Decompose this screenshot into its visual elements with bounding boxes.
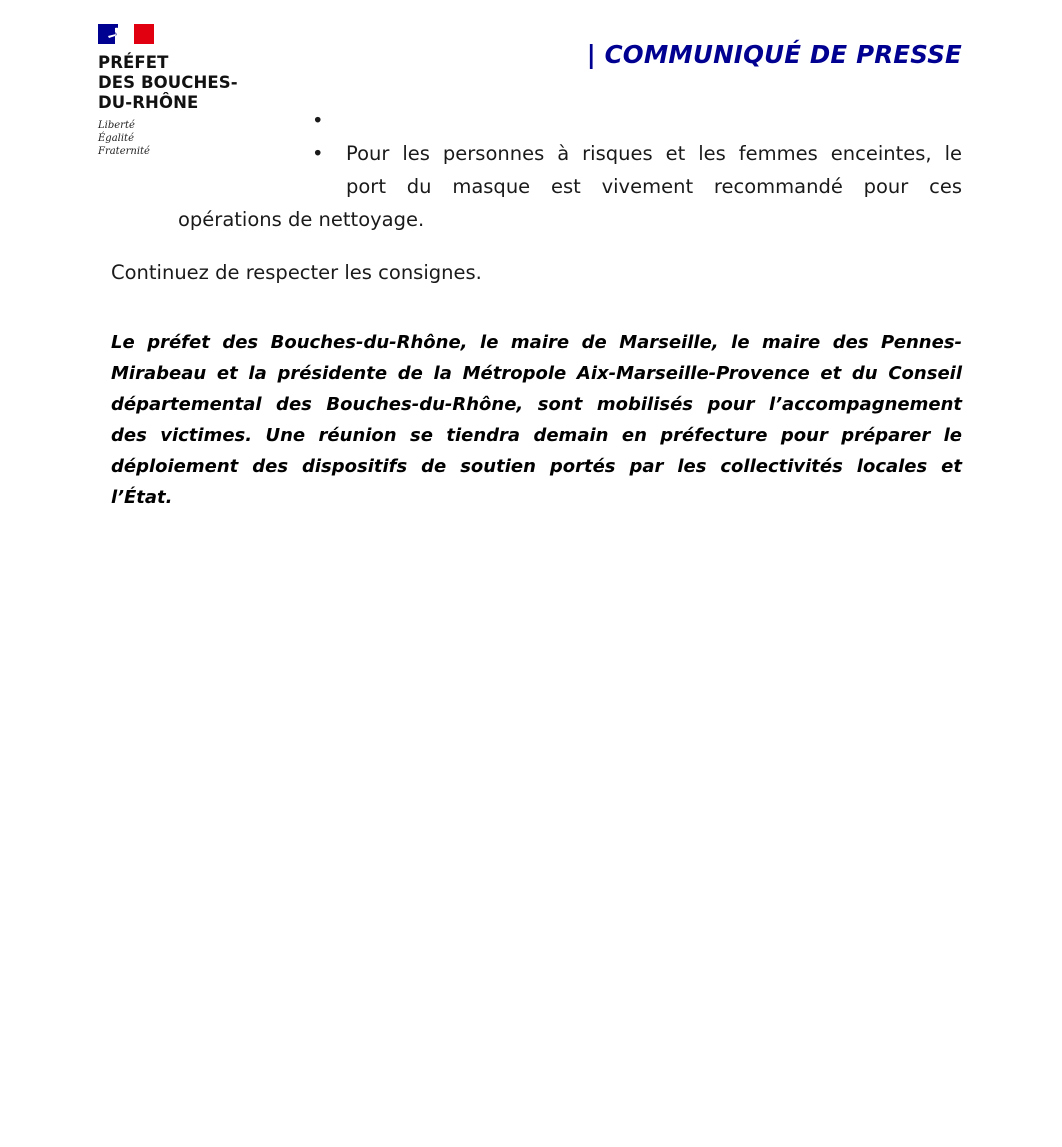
list-item	[310, 104, 962, 137]
prefecture-name	[98, 53, 298, 113]
bullet-list	[310, 104, 962, 203]
prefecture-name-line: DU-RHÔNE	[98, 93, 199, 112]
statement-line: déploiement des dispositifs de soutien portés par les collectivités locales et	[111, 456, 962, 477]
prefecture-name-line: DES BOUCHES-	[98, 73, 238, 92]
bullet-icon: •	[312, 142, 324, 165]
bullet-icon: •	[312, 109, 324, 132]
page-title: | COMMUNIQUÉ DE PRESSE	[586, 40, 962, 69]
official-statement	[111, 327, 962, 513]
motto-line: Fraternité	[98, 146, 150, 157]
motto-line: Égalité	[98, 133, 134, 144]
statement-line: Mirabeau et la présidente de la Métropole Aix-Marseille-Provence et du Conseil	[111, 363, 962, 384]
statement-line: Le préfet des Bouches-du-Rhône, le maire de Marseille, le maire des Pennes-	[111, 332, 962, 353]
statement-line: des victimes. Une réunion se tiendra demain en préfecture pour préparer le	[111, 425, 962, 446]
advice-paragraph: Continuez de respecter les consignes.	[111, 261, 482, 284]
statement-line: départemental des Bouches-du-Rhône, sont mobilisés pour l’accompagnement	[111, 394, 962, 415]
republic-motto	[98, 119, 298, 158]
list-item-line: Pour les personnes à risques et les femmes enceintes, le	[346, 142, 962, 165]
statement-line: l’État.	[111, 487, 173, 508]
french-flag-marianne-icon	[98, 24, 154, 44]
prefecture-logo	[98, 24, 298, 158]
prefecture-name-line: PRÉFET	[98, 53, 169, 72]
list-item-continuation: opérations de nettoyage.	[178, 208, 425, 231]
list-item-line: port du masque est vivement recommandé pour ces	[346, 175, 962, 198]
motto-line: Liberté	[98, 120, 135, 131]
list-item	[310, 137, 962, 203]
